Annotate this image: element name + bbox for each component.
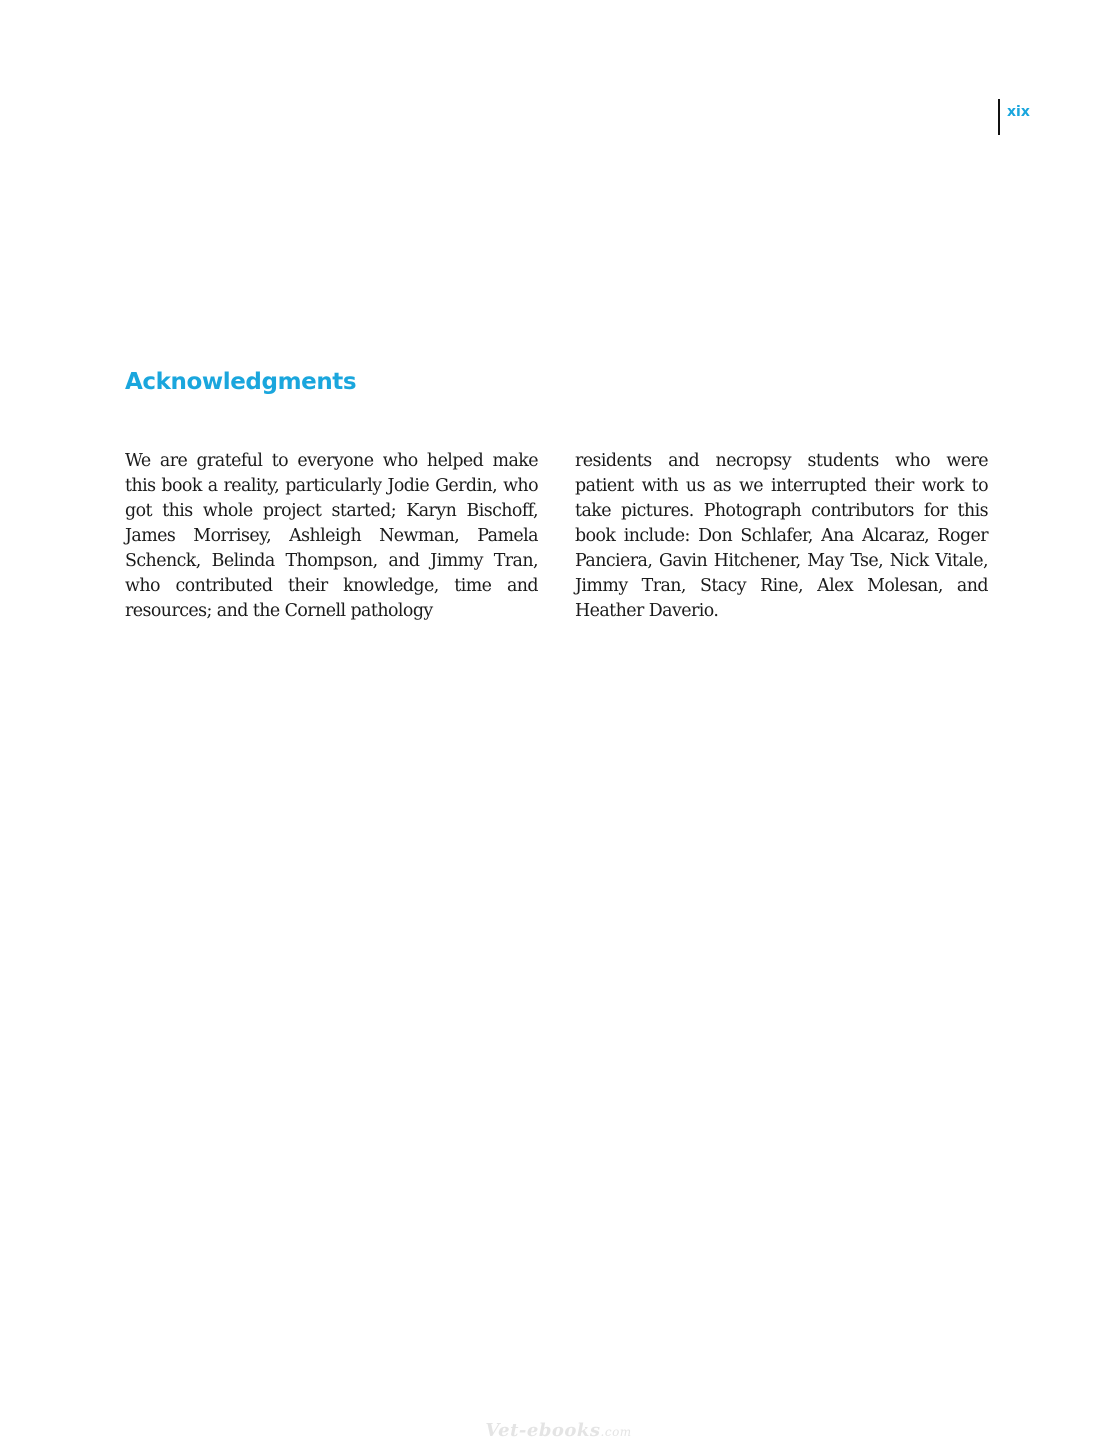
section-heading: Acknowledgments <box>125 369 357 395</box>
page-number: xix <box>998 99 1030 135</box>
watermark-logo <box>0 1420 1117 1441</box>
body-paragraph-left: We are grateful to everyone who helped make this book a reality, particularly Jodie Gerdin, who got this whole project started; Karyn Bischoff, James Morrisey, Ashleigh Newman, Pamela Schenck, Belinda Thompson, and Jimmy Tran, who contributed their knowledge, time and resources; and the Cornell pathology <box>125 451 538 621</box>
body-columns <box>125 449 988 624</box>
body-paragraph-right: residents and necropsy students who were patient with us as we interrupted their work to take pictures. Photograph contributors for this book include: Don Schlafer, Ana Alcaraz, Roger Panciera, Gavin Hitchener, May Tse, Nick Vitale, Jimmy Tran, Stacy Rine, Alex Molesan, and Heather Daverio. <box>575 451 988 621</box>
watermark-tld: .com <box>600 1425 632 1439</box>
watermark-name: Vet-ebooks <box>485 1420 601 1441</box>
